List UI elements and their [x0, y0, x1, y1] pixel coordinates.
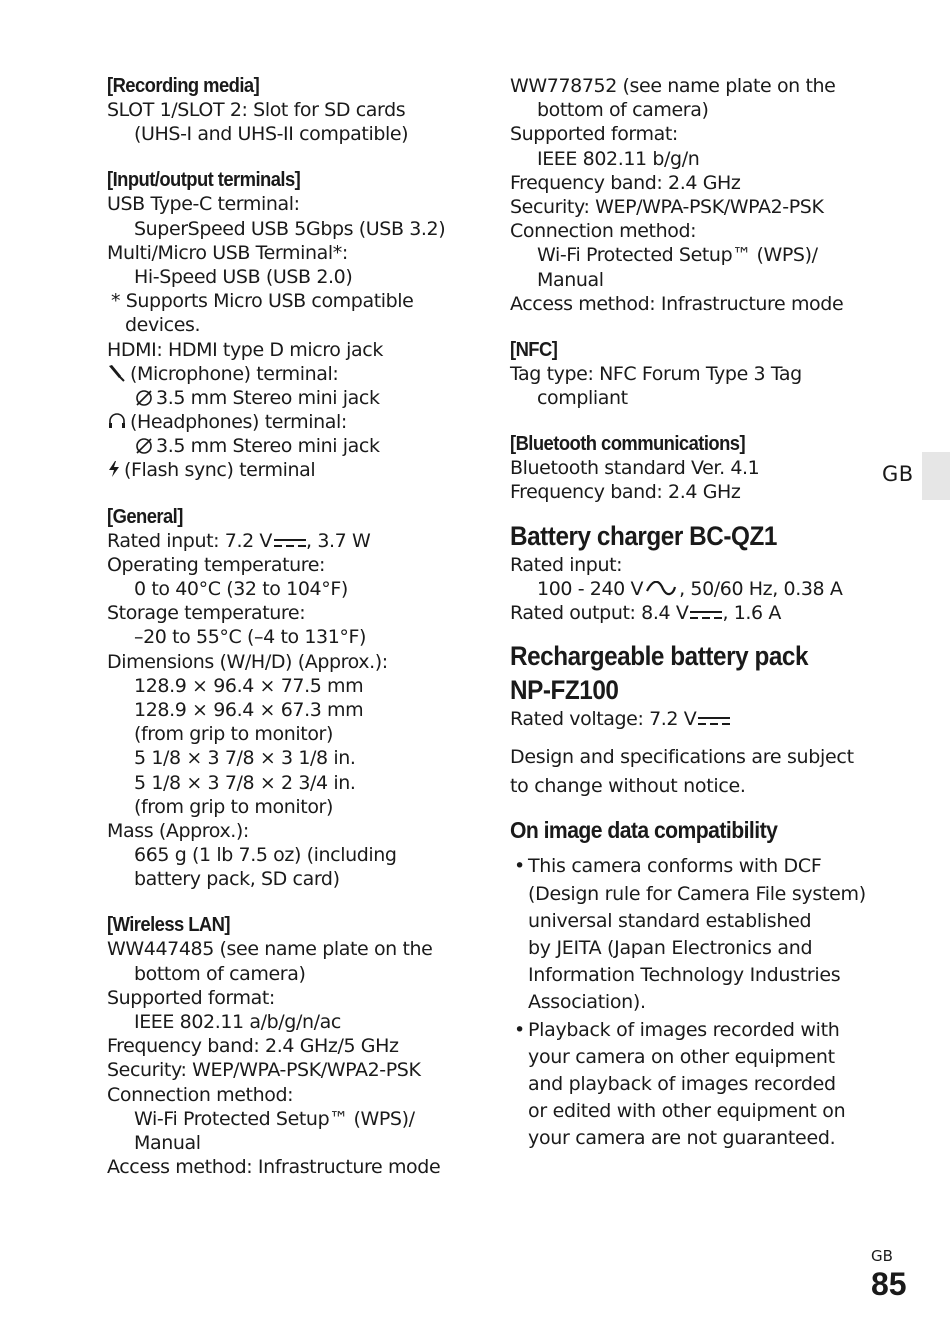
spec-line: Supported format:	[510, 123, 678, 146]
spec-line: 5 1/8 × 3 7/8 × 3 1/8 in.	[134, 747, 356, 770]
hp-jack: 3.5 mm Stereo mini jack	[156, 435, 380, 458]
spec-line: Security: WEP/WPA-PSK/WPA2-PSK	[510, 195, 824, 218]
side-tab	[922, 452, 950, 500]
mic-label: (Microphone) terminal:	[130, 362, 339, 385]
spec-line: Wi-Fi Protected Setup™ (WPS)/	[134, 1107, 415, 1130]
spec-line	[107, 386, 487, 410]
spec-line: HDMI: HDMI type D micro jack	[107, 338, 383, 361]
heading-recording-media: [Recording media]	[107, 75, 260, 97]
bullet-item	[510, 853, 890, 1016]
notice-paragraph	[510, 743, 890, 801]
section-io-terminals	[107, 168, 487, 482]
charger-input-freq: , 50/60 Hz, 0.38 A	[679, 577, 843, 600]
bullet-item	[510, 1017, 890, 1153]
spec-line-headphones	[107, 410, 487, 434]
dc-symbol-icon	[690, 610, 722, 620]
spec-line: (from grip to monitor)	[134, 795, 333, 818]
bullet-line: and playback of images recorded	[528, 1073, 836, 1095]
bullet-dot: •	[514, 1018, 525, 1041]
section-wireless-lan-2	[510, 74, 890, 316]
hp-label: (Headphones) terminal:	[130, 411, 347, 434]
section-battery-pack	[510, 639, 890, 731]
headphones-icon	[107, 412, 127, 430]
spec-line: 128.9 × 96.4 × 67.3 mm	[134, 698, 364, 721]
spec-line: Wi-Fi Protected Setup™ (WPS)/	[537, 244, 818, 267]
side-tab-label: GB	[882, 462, 914, 486]
charger-output-current: , 1.6 A	[722, 602, 781, 624]
section-bluetooth	[510, 432, 890, 504]
bullet-line: (Design rule for Camera File system)	[528, 882, 866, 905]
section-nfc	[510, 338, 890, 410]
spec-line: Storage temperature:	[107, 602, 306, 625]
microphone-icon	[107, 364, 127, 382]
battery-voltage: Rated voltage: 7.2 V	[510, 708, 697, 731]
bullet-line: Association).	[528, 991, 646, 1014]
left-column	[107, 74, 487, 1179]
section-recording-media	[107, 74, 487, 146]
bullet-line: your camera are not guaranteed.	[528, 1127, 836, 1150]
diameter-icon	[134, 437, 154, 455]
spec-line: Frequency band: 2.4 GHz	[510, 481, 741, 504]
spec-line: Operating temperature:	[107, 553, 326, 576]
section-image-compat	[510, 815, 890, 1152]
bullet-line: This camera conforms with DCF	[528, 855, 822, 878]
right-column	[510, 74, 890, 1153]
section-wireless-lan	[107, 913, 487, 1179]
footnote-line: * Supports Micro USB compatible	[111, 290, 414, 313]
mic-jack: 3.5 mm Stereo mini jack	[156, 386, 380, 409]
spec-line: Multi/Micro USB Terminal*:	[107, 241, 348, 264]
dc-symbol-icon	[274, 538, 306, 548]
flash-icon	[107, 460, 121, 478]
spec-line: Mass (Approx.):	[107, 819, 249, 842]
spec-line: Access method: Infrastructure mode	[107, 1156, 441, 1179]
spec-line-rated-voltage	[510, 707, 890, 731]
spec-line: Dimensions (W/H/D) (Approx.):	[107, 650, 388, 673]
bullet-line: universal standard established	[528, 909, 812, 932]
bullet-line: Information Technology Industries	[528, 964, 841, 987]
spec-line: WW778752 (see name plate on the	[510, 75, 836, 97]
spec-line: compliant	[537, 387, 628, 410]
spec-line-microphone	[107, 362, 487, 386]
spec-line: Connection method:	[510, 220, 697, 243]
bullet-line: your camera on other equipment	[528, 1045, 835, 1068]
spec-line: Access method: Infrastructure mode	[510, 292, 844, 315]
spec-line: IEEE 802.11 a/b/g/n/ac	[134, 1011, 341, 1033]
footer-language: GB	[871, 1247, 893, 1265]
bullet-line: or edited with other equipment on	[528, 1100, 846, 1123]
bullet-line: by JEITA (Japan Electronics and	[528, 936, 813, 959]
spec-line: battery pack, SD card)	[134, 868, 340, 891]
spec-line: SuperSpeed USB 5Gbps (USB 3.2)	[134, 217, 446, 240]
spec-line: Hi-Speed USB (USB 2.0)	[134, 265, 353, 288]
heading-io-terminals: [Input/output terminals]	[107, 169, 301, 192]
spec-line: Manual	[134, 1131, 201, 1154]
spec-line: Rated input:	[510, 553, 623, 576]
spec-line-flash	[107, 458, 487, 482]
spec-line: 0 to 40°C (32 to 104°F)	[134, 578, 348, 600]
spec-line: Connection method:	[107, 1083, 294, 1106]
bullet-dot: •	[514, 855, 525, 878]
charger-input-voltage: 100 - 240 V	[537, 577, 644, 600]
spec-line-charger-input	[510, 577, 890, 601]
spec-line: Security: WEP/WPA-PSK/WPA2-PSK	[107, 1059, 421, 1082]
spec-line: WW447485 (see name plate on the	[107, 938, 433, 961]
spec-line: SLOT 1/SLOT 2: Slot for SD cards	[107, 99, 406, 121]
notice-line: Design and specifications are subject	[510, 746, 854, 769]
heading-battery-pack: Rechargeable battery pack	[510, 641, 809, 672]
spec-line: 128.9 × 96.4 × 77.5 mm	[134, 674, 364, 697]
spec-line: Bluetooth standard Ver. 4.1	[510, 457, 760, 480]
heading-bluetooth: [Bluetooth communications]	[510, 433, 746, 456]
spec-line: IEEE 802.11 b/g/n	[537, 147, 700, 170]
spec-line: Frequency band: 2.4 GHz	[510, 171, 741, 194]
ac-symbol-icon	[645, 581, 677, 597]
rated-input-label: Rated input: 7.2 V	[107, 529, 273, 552]
rated-input-power: , 3.7 W	[306, 529, 371, 552]
spec-line: bottom of camera)	[537, 99, 709, 122]
spec-line: (UHS-I and UHS-II compatible)	[134, 123, 409, 146]
spec-line: USB Type-C terminal:	[107, 193, 300, 216]
notice-line: to change without notice.	[510, 775, 746, 798]
spec-line: Manual	[537, 268, 604, 291]
diameter-icon	[134, 389, 154, 407]
compat-bullets	[510, 853, 890, 1152]
spec-line: 5 1/8 × 3 7/8 × 2 3/4 in.	[134, 771, 356, 794]
spec-line: Tag type: NFC Forum Type 3 Tag	[510, 362, 802, 385]
spec-line: 665 g (1 lb 7.5 oz) (including	[134, 844, 397, 867]
flash-label: (Flash sync) terminal	[124, 459, 316, 482]
spec-line: bottom of camera)	[134, 962, 306, 985]
charger-output-voltage: Rated output: 8.4 V	[510, 602, 689, 624]
footnote-line: devices.	[125, 314, 201, 337]
page-number: 85	[871, 1266, 907, 1302]
heading-nfc: [NFC]	[510, 338, 558, 361]
heading-battery-model: NP-FZ100	[510, 675, 619, 706]
spec-line: Supported format:	[107, 986, 275, 1009]
section-general	[107, 505, 487, 892]
spec-line: (from grip to monitor)	[134, 723, 333, 746]
dc-symbol-icon	[698, 716, 730, 726]
bullet-line: Playback of images recorded with	[528, 1018, 840, 1041]
heading-battery-charger: Battery charger BC-QZ1	[510, 520, 777, 551]
spec-line	[107, 434, 487, 458]
heading-image-compat: On image data compatibility	[510, 817, 778, 844]
spec-line-charger-output	[510, 601, 890, 625]
spec-line: Frequency band: 2.4 GHz/5 GHz	[107, 1035, 399, 1058]
heading-wireless-lan: [Wireless LAN]	[107, 914, 230, 937]
heading-general: [General]	[107, 505, 183, 528]
section-battery-charger	[510, 519, 890, 626]
spec-line-rated-input	[107, 529, 487, 553]
spec-line: –20 to 55°C (–4 to 131°F)	[134, 626, 367, 649]
